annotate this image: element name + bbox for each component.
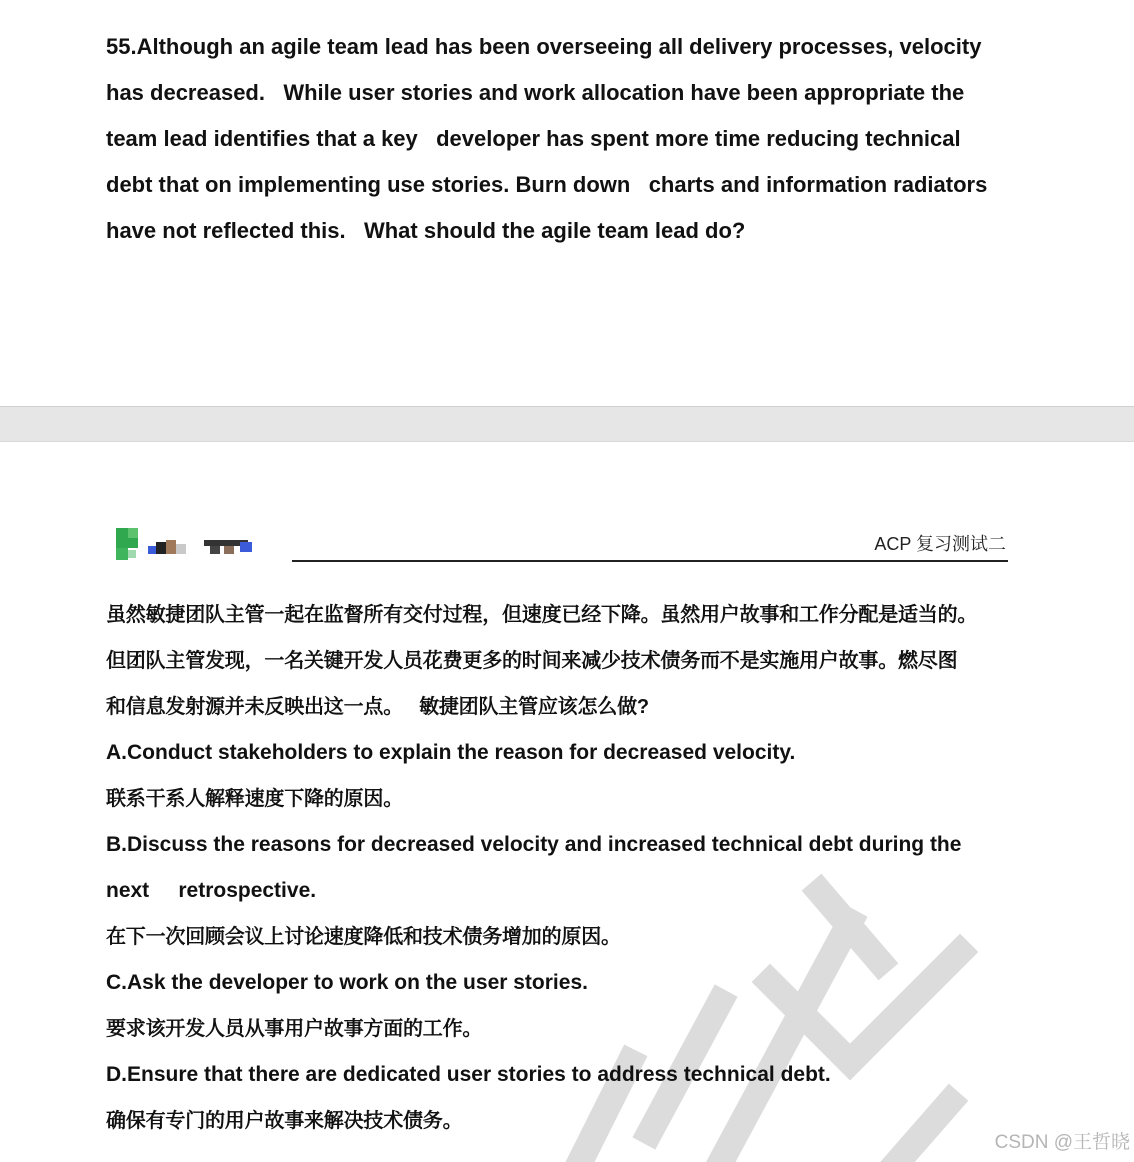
option-b-cn: 在下一次回顾会议上讨论速度降低和技术债务增加的原因。 [106, 926, 621, 948]
option-d-cn: 确保有专门的用户故事来解决技术债务。 [106, 1110, 463, 1132]
option-c-en: C.Ask the developer to work on the user stories. [106, 971, 588, 994]
document-page-top [0, 0, 1134, 406]
option-b-en-line-1: B.Discuss the reasons for decreased velocity and increased technical debt during the [106, 833, 962, 856]
question-text-cn-line-1: 虽然敏捷团队主管一起在监督所有交付过程，但速度已经下降。虽然用户故事和工作分配是适当的。 [106, 604, 978, 626]
option-a-en: A.Conduct stakeholders to explain the reason for decreased velocity. [106, 741, 796, 764]
option-d-en: D.Ensure that there are dedicated user stories to address technical debt. [106, 1063, 831, 1086]
question-text: 55.Although an agile team lead has been overseeing all delivery processes, velocity has decreased. While user stories and work allocation have been appropriate the team lead identifies that a key developer has spent more time reducing technical debt that on implementing use stories. Burn down charts and information radiators have not reflected this. What should the agile team lead do? [106, 34, 988, 243]
question-body [106, 592, 1026, 1144]
option-c-cn: 要求该开发人员从事用户故事方面的工作。 [106, 1018, 483, 1040]
csdn-credit: CSDN @王哲晓 [994, 1132, 1130, 1153]
question-text-cn-line-2: 但团队主管发现，一名关键开发人员花费更多的时间来减少技术债务而不是实施用户故事。燃尽图 [106, 650, 958, 672]
header-title: ACP 复习测试二 [874, 534, 1006, 554]
brand-logo [116, 528, 266, 562]
option-a-cn: 联系干系人解释速度下降的原因。 [106, 788, 403, 810]
header-rule [292, 560, 1008, 562]
page-separator [0, 406, 1134, 442]
option-b-en-line-2: next retrospective. [106, 879, 317, 902]
question-text-cn-line-3: 和信息发射源并未反映出这一点。 敏捷团队主管应该怎么做? [106, 696, 649, 718]
document-page-bottom [0, 442, 1134, 1162]
